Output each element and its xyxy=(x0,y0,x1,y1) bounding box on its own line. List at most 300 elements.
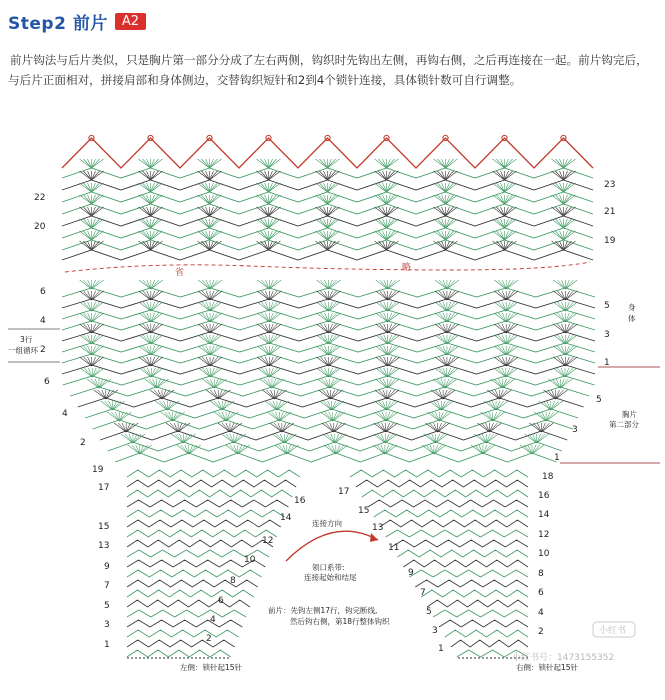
stitch-line xyxy=(565,280,573,289)
stitch-line xyxy=(202,280,210,289)
stitch-line xyxy=(92,280,100,289)
stitch-line xyxy=(320,241,328,250)
stitch-line xyxy=(93,420,573,429)
stitch-line xyxy=(125,434,133,443)
stitch-line xyxy=(92,357,100,366)
stitch-line xyxy=(143,335,151,344)
stitch-line xyxy=(210,183,218,192)
stitch-line xyxy=(202,335,210,344)
stitch-line xyxy=(441,401,449,410)
stitch-line xyxy=(270,368,278,377)
stitch-line xyxy=(226,434,234,443)
stitch-line xyxy=(332,401,340,410)
stitch-line xyxy=(446,219,454,228)
stitch-line xyxy=(498,291,506,300)
stitch-line xyxy=(387,379,395,388)
stitch-line xyxy=(84,368,92,377)
stitch-line xyxy=(438,159,446,168)
stitch-line xyxy=(489,423,497,432)
stitch-line xyxy=(261,183,269,192)
stitch-line xyxy=(84,219,92,228)
stitch-line xyxy=(565,346,573,355)
stitch-line xyxy=(143,231,151,240)
stitch-line xyxy=(379,390,387,399)
stitch-line xyxy=(497,183,505,192)
stitch-line xyxy=(143,324,151,333)
stitch-line xyxy=(387,171,395,180)
stitch-line xyxy=(551,401,559,410)
row-label: 12 xyxy=(262,536,274,546)
row-label: 19 xyxy=(604,236,616,246)
arrow-head-icon xyxy=(370,533,378,542)
stitch-line xyxy=(498,313,506,322)
stitch-line xyxy=(202,171,210,180)
stitch-line xyxy=(210,368,218,377)
stitch-line xyxy=(143,368,151,377)
stitch-line xyxy=(498,335,506,344)
stitch-line xyxy=(506,368,514,377)
neckline-note: 领口系带: xyxy=(312,563,345,572)
stitch-line xyxy=(210,171,218,180)
stitch-line xyxy=(272,379,280,388)
stitch-line xyxy=(430,423,438,432)
stitch-line xyxy=(378,401,386,410)
stitch-line xyxy=(552,379,560,388)
stitch-line xyxy=(91,379,99,388)
stitch-line xyxy=(505,241,513,250)
stitch-line xyxy=(385,445,393,454)
stitch-line xyxy=(261,195,269,204)
stitch-line xyxy=(380,324,388,333)
stitch-line xyxy=(328,445,336,454)
stitch-line xyxy=(261,302,269,311)
stitch-line xyxy=(106,390,114,399)
stitch-line xyxy=(380,313,388,322)
stitch-line xyxy=(543,401,551,410)
stitch-line xyxy=(218,412,226,421)
stitch-line xyxy=(565,368,573,377)
row-label: 15 xyxy=(358,506,370,516)
stitch-line xyxy=(261,219,269,228)
stitch-line xyxy=(127,570,262,577)
stitch-line xyxy=(438,207,446,216)
stitch-line xyxy=(388,324,396,333)
stitch-line xyxy=(386,401,394,410)
omit-line xyxy=(65,262,590,272)
stitch-line xyxy=(151,159,159,168)
stitch-line xyxy=(321,291,329,300)
stitch-line xyxy=(333,412,341,421)
row-label: 6 xyxy=(40,287,46,297)
stitch-line xyxy=(329,324,337,333)
stitch-line xyxy=(320,171,328,180)
row-label: 2 xyxy=(538,627,544,637)
row-label: 10 xyxy=(538,549,550,559)
row-label: 17 xyxy=(338,487,350,497)
stitch-line xyxy=(151,195,159,204)
stitch-line xyxy=(505,159,513,168)
stitch-line xyxy=(433,401,441,410)
stitch-line xyxy=(269,335,277,344)
stitch-line xyxy=(92,219,100,228)
stitch-line xyxy=(439,368,447,377)
stitch-line xyxy=(438,231,446,240)
stitch-line xyxy=(565,291,573,300)
stitch-line xyxy=(564,171,572,180)
stitch-line xyxy=(336,445,344,454)
stitch-line xyxy=(226,412,234,421)
stitch-line xyxy=(143,357,151,366)
stitch-line xyxy=(151,219,159,228)
stitch-line xyxy=(149,379,157,388)
row-label: 7 xyxy=(420,588,426,598)
stitch-line xyxy=(532,445,540,454)
stitch-line xyxy=(506,324,514,333)
stitch-line xyxy=(210,231,218,240)
row-label: 4 xyxy=(538,608,544,618)
stitch-line xyxy=(151,324,159,333)
stitch-line xyxy=(127,530,277,537)
stitch-line xyxy=(98,390,106,399)
stitch-line xyxy=(132,445,140,454)
stitch-line xyxy=(439,346,447,355)
stitch-line xyxy=(387,183,395,192)
stitch-line xyxy=(127,640,235,647)
stitch-line xyxy=(329,280,337,289)
stitch-line xyxy=(356,480,528,487)
stitch-line xyxy=(320,219,328,228)
stitch-line xyxy=(271,412,279,421)
stitch-line xyxy=(557,280,565,289)
stitch-line xyxy=(261,291,269,300)
stitch-line xyxy=(143,302,151,311)
stitch-line xyxy=(154,390,162,399)
stitch-line xyxy=(202,183,210,192)
stitch-line xyxy=(556,171,564,180)
watermark-badge: 小红书 xyxy=(599,626,627,636)
step-title: Step2 前片 xyxy=(8,13,108,34)
stitch-line xyxy=(446,241,454,250)
stitch-line xyxy=(379,231,387,240)
stitch-line xyxy=(202,313,210,322)
stitch-line xyxy=(202,207,210,216)
stitch-line xyxy=(84,159,92,168)
stitch-line xyxy=(92,346,100,355)
stitch-line xyxy=(276,434,284,443)
stitch-line xyxy=(439,313,447,322)
stitch-line xyxy=(189,445,197,454)
stitch-line xyxy=(556,159,564,168)
stitch-line xyxy=(439,357,447,366)
stitch-line xyxy=(386,412,394,421)
stitch-line xyxy=(210,219,218,228)
stitch-line xyxy=(92,241,100,250)
stitch-line xyxy=(388,291,396,300)
stitch-line xyxy=(214,401,222,410)
stitch-line xyxy=(505,195,513,204)
stitch-line xyxy=(108,442,562,451)
stitch-line xyxy=(151,207,159,216)
stitch-line xyxy=(557,346,565,355)
stitch-line xyxy=(388,313,396,322)
stitch-line xyxy=(564,219,572,228)
stitch-line xyxy=(327,434,335,443)
row-label: 8 xyxy=(230,576,236,586)
stitch-line xyxy=(214,379,222,388)
stitch-line xyxy=(92,313,100,322)
stitch-line xyxy=(84,195,92,204)
stitch-line xyxy=(437,379,445,388)
row-label: 16 xyxy=(294,496,306,506)
stitch-line xyxy=(478,434,486,443)
stitch-line xyxy=(84,346,92,355)
stitch-line xyxy=(261,159,269,168)
intro-paragraph: 前片钩法与后片类似，只是胸片第一部分分成了左右两侧，钩织时先钩出左侧，再钩右侧，之后再连接在一起。前片钩完后，与后片正面相对，拼接肩部和身体侧边，交替钩织短针和2到4个锁针连接，具体锁针数可自行调整。 xyxy=(8,53,648,87)
stitch-line xyxy=(329,302,337,311)
stitch-line xyxy=(498,346,506,355)
stitch-line xyxy=(556,231,564,240)
stitch-line xyxy=(167,401,175,410)
row-label: 3 xyxy=(604,330,610,340)
stitch-line xyxy=(261,335,269,344)
stitch-line xyxy=(387,195,395,204)
row-label: 20 xyxy=(34,222,46,232)
stitch-line xyxy=(178,423,186,432)
row-label: 9 xyxy=(104,562,110,572)
stitch-line xyxy=(557,368,565,377)
stitch-line xyxy=(320,195,328,204)
stitch-line xyxy=(556,219,564,228)
stitch-line xyxy=(388,302,396,311)
stitch-line xyxy=(329,368,337,377)
stitch-line xyxy=(222,423,230,432)
row-label: 1 xyxy=(554,453,560,463)
stitch-line xyxy=(380,335,388,344)
stitch-line xyxy=(321,302,329,311)
stitch-line xyxy=(380,346,388,355)
stitch-line xyxy=(380,357,388,366)
stitch-line xyxy=(447,313,455,322)
stitch-line xyxy=(329,335,337,344)
stitch-line xyxy=(269,241,277,250)
stitch-line xyxy=(439,302,447,311)
stitch-line xyxy=(261,241,269,250)
stitch-line xyxy=(143,159,151,168)
stitch-line xyxy=(279,412,287,421)
stitch-line xyxy=(378,423,386,432)
stitch-line xyxy=(159,401,167,410)
stitch-line xyxy=(264,379,272,388)
row-label: 3 xyxy=(104,620,110,630)
row-label: 12 xyxy=(538,530,550,540)
stitch-line xyxy=(483,445,491,454)
stitch-line xyxy=(537,434,545,443)
stitch-line xyxy=(329,291,337,300)
stitch-line xyxy=(127,540,273,547)
stitch-line xyxy=(92,368,100,377)
row-label: 1 xyxy=(104,640,110,650)
stitch-line xyxy=(92,159,100,168)
stitch-line xyxy=(506,335,514,344)
stitch-line xyxy=(92,183,100,192)
stitch-line xyxy=(85,409,578,418)
stitch-line xyxy=(127,630,238,637)
stitch-line xyxy=(143,280,151,289)
stitch-line xyxy=(320,207,328,216)
stitch-line xyxy=(321,346,329,355)
stitch-line xyxy=(105,401,113,410)
stitch-line xyxy=(362,490,528,497)
neckline-note: 连接起始和结尾 xyxy=(304,573,357,582)
watermark-id: 小红书号：1473155352 xyxy=(512,653,615,663)
stitch-line xyxy=(143,207,151,216)
stitch-line xyxy=(497,195,505,204)
stitch-line xyxy=(378,412,386,421)
stitch-line xyxy=(202,346,210,355)
stitch-line xyxy=(320,231,328,240)
stitch-line xyxy=(334,423,342,432)
loop-note: 3行 xyxy=(20,335,33,344)
row-label: 2 xyxy=(80,438,86,448)
stitch-line xyxy=(321,313,329,322)
stitch-line xyxy=(143,241,151,250)
stitch-line xyxy=(403,560,528,567)
stitch-line xyxy=(565,302,573,311)
stitch-line xyxy=(557,357,565,366)
stitch-line xyxy=(202,241,210,250)
stitch-line xyxy=(84,313,92,322)
row-label: 19 xyxy=(92,465,104,475)
stitch-line xyxy=(392,540,528,547)
stitch-line xyxy=(495,379,503,388)
stitch-line xyxy=(564,183,572,192)
stitch-line xyxy=(564,195,572,204)
stitch-line xyxy=(506,280,514,289)
stitch-line xyxy=(556,195,564,204)
stitch-line xyxy=(321,357,329,366)
stitch-line xyxy=(564,241,572,250)
stitch-line xyxy=(143,346,151,355)
stitch-line xyxy=(386,530,528,537)
stitch-line xyxy=(506,313,514,322)
stitch-line xyxy=(202,357,210,366)
stitch-line xyxy=(84,241,92,250)
stitch-line xyxy=(379,207,387,216)
stitch-line xyxy=(206,379,214,388)
step-badge: A2 xyxy=(115,13,146,30)
stitch-line xyxy=(491,390,499,399)
stitch-line xyxy=(388,280,396,289)
stitch-line xyxy=(368,500,528,507)
stitch-line xyxy=(84,324,92,333)
stitch-line xyxy=(322,379,330,388)
step-header xyxy=(8,10,146,32)
stitch-line xyxy=(269,231,277,240)
stitch-line xyxy=(92,171,100,180)
stitch-line xyxy=(92,302,100,311)
stitch-line xyxy=(438,241,446,250)
stitch-line xyxy=(524,445,532,454)
stitch-line xyxy=(328,231,336,240)
stitch-line xyxy=(486,434,494,443)
stitch-line xyxy=(113,401,121,410)
stitch-line xyxy=(330,379,338,388)
row-label: 13 xyxy=(98,541,110,551)
stitch-line xyxy=(409,570,528,577)
stitch-line xyxy=(127,500,288,507)
stitch-line xyxy=(329,346,337,355)
stitch-line xyxy=(447,368,455,377)
stitch-line xyxy=(387,219,395,228)
stitch-line xyxy=(320,159,328,168)
stitch-line xyxy=(127,590,254,597)
row-label: 6 xyxy=(218,596,224,606)
stitch-line xyxy=(328,241,336,250)
stitch-line xyxy=(183,434,191,443)
stitch-line xyxy=(269,207,277,216)
stitch-line xyxy=(210,346,218,355)
stitch-line xyxy=(202,159,210,168)
stitch-line xyxy=(269,357,277,366)
stitch-line xyxy=(127,490,292,497)
stitch-line xyxy=(475,445,483,454)
stitch-line xyxy=(218,390,226,399)
stitch-line xyxy=(92,335,100,344)
row-label: 3 xyxy=(432,626,438,636)
stitch-line xyxy=(143,291,151,300)
stitch-line xyxy=(427,600,528,607)
stitch-line xyxy=(84,280,92,289)
stitch-line xyxy=(380,520,528,527)
stitch-line xyxy=(445,379,453,388)
stitch-line xyxy=(269,313,277,322)
row-label: 13 xyxy=(372,523,384,533)
stitch-line xyxy=(269,346,277,355)
stitch-line xyxy=(230,445,238,454)
stitch-line xyxy=(118,423,126,432)
stitch-line xyxy=(210,324,218,333)
stitch-line xyxy=(446,207,454,216)
stitch-line xyxy=(92,231,100,240)
row-label: 6 xyxy=(538,588,544,598)
stitch-line xyxy=(505,207,513,216)
stitch-line xyxy=(434,445,442,454)
omit-label-1: 省 xyxy=(175,268,185,278)
row-label: 23 xyxy=(604,180,616,190)
stitch-line xyxy=(506,291,514,300)
stitch-line xyxy=(380,291,388,300)
stitch-line xyxy=(173,412,181,421)
stitch-line xyxy=(325,412,333,421)
stitch-line xyxy=(323,390,331,399)
stitch-line xyxy=(385,434,393,443)
stitch-line xyxy=(143,195,151,204)
stitch-line xyxy=(388,357,396,366)
stitch-line xyxy=(447,335,455,344)
stitch-line xyxy=(210,159,218,168)
row-label: 4 xyxy=(210,615,216,625)
stitch-line xyxy=(115,453,556,462)
stitch-line xyxy=(498,357,506,366)
stitch-line xyxy=(210,335,218,344)
row-label: 2 xyxy=(40,345,46,355)
stitch-line xyxy=(127,470,300,477)
stitch-line xyxy=(488,401,496,410)
stitch-line xyxy=(84,231,92,240)
stitch-line xyxy=(151,368,159,377)
stitch-line xyxy=(538,412,546,421)
stitch-line xyxy=(269,171,277,180)
